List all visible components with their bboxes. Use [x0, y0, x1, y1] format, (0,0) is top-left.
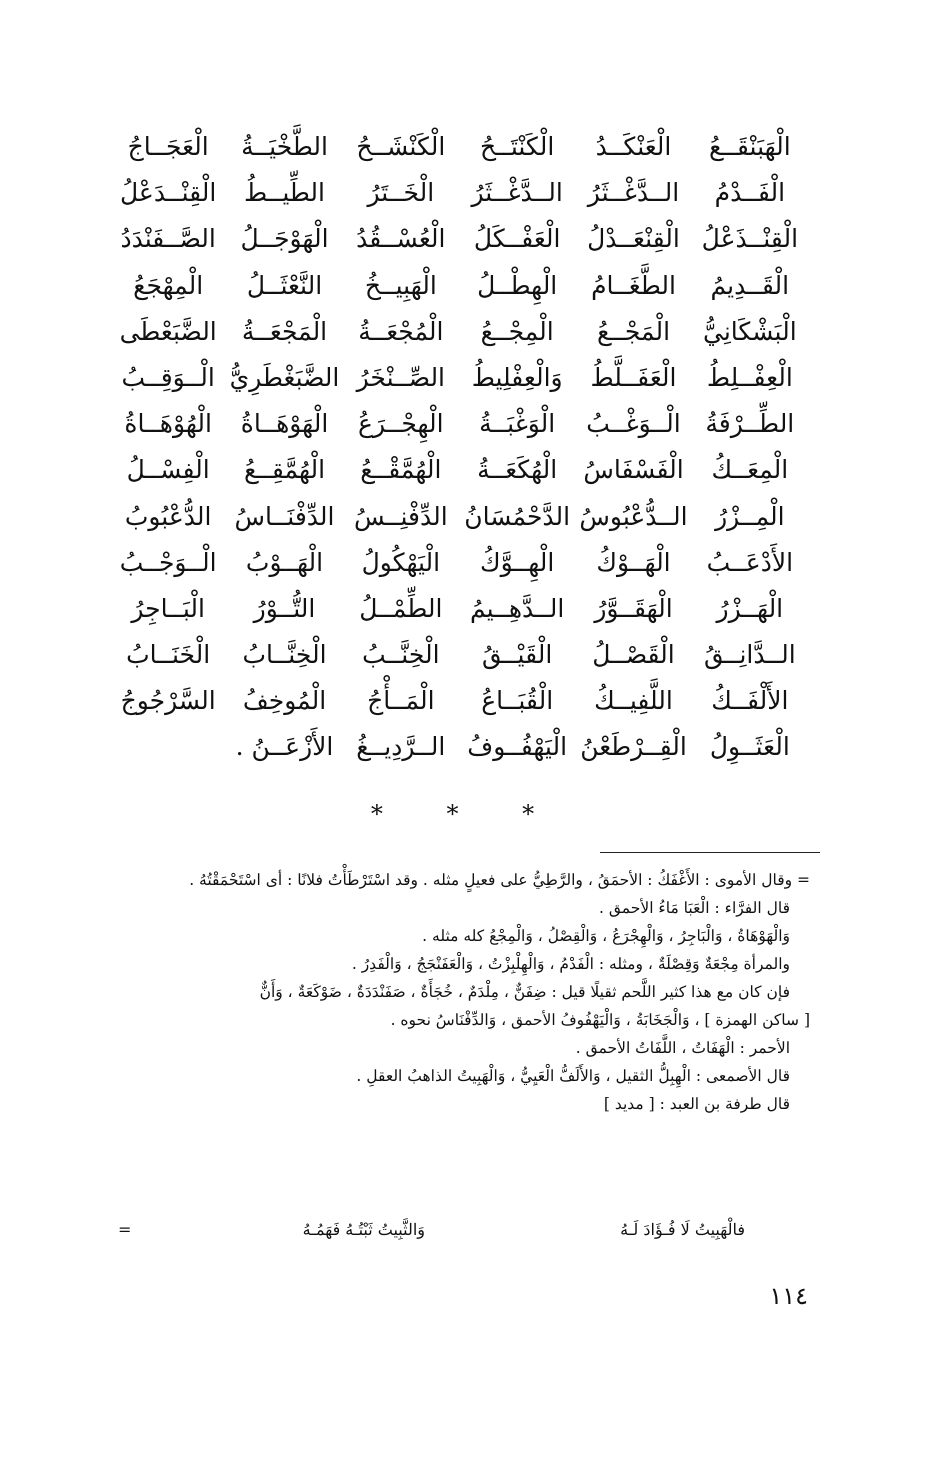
- grid-word: الــرَّدِيــغُ: [356, 732, 446, 762]
- grid-word: الْهِجْــرَعُ: [358, 409, 444, 439]
- grid-word: الضَّبَغْطَرِيُّ: [229, 362, 340, 392]
- grid-word: الْخِنَّــبُ: [362, 640, 440, 670]
- grid-word: الْهُوْهَــاةُ: [124, 409, 212, 439]
- grid-word: الْخِنَّــابُ: [242, 640, 327, 670]
- footnote-line: الأحمر : الْهَفَاتُ ، اللَّفَاتُ الأحمق .: [575, 1039, 790, 1057]
- grid-word: الــدَّغْــثَرُ: [587, 178, 680, 208]
- grid-word: الْمِــزْرُ: [715, 501, 785, 531]
- grid-word: الْهُمَّقْــعُ: [360, 455, 442, 485]
- grid-word: الْبَشْكَانِيُّ: [703, 316, 797, 346]
- grid-word: الــدَّهِــيمُ: [469, 593, 565, 623]
- grid-word: التُّــوْرُ: [253, 593, 316, 623]
- grid-word: الأَدْعَــبُ: [706, 547, 794, 577]
- grid-word: وَالْعِفْلِيطُ: [471, 362, 563, 392]
- grid-word: الْمُوخِفُ: [242, 686, 327, 716]
- grid-word: اللَّفِيــكُ: [594, 686, 673, 716]
- grid-word: الضَّبَعْطَى: [119, 316, 217, 346]
- grid-word: الْخَنَــابُ: [126, 640, 211, 670]
- grid-word: الْهَوْجَــلُ: [240, 224, 329, 254]
- grid-word: الْمَــأْجُ: [367, 686, 435, 716]
- grid-word: الْــوَقِــبُ: [121, 362, 215, 392]
- grid-word: الْمُجْعَــةُ: [358, 316, 444, 346]
- grid-word: [110, 724, 226, 770]
- grid-word: الْفَسْفَاسُ: [583, 455, 684, 485]
- grid-word: الْخَــتَرُ: [367, 178, 435, 208]
- grid-word: الْمِجْــعُ: [480, 316, 554, 346]
- grid-word: الْقِنْــدَعْلُ: [119, 178, 217, 208]
- grid-word: الْعُسْــقُدُ: [356, 224, 446, 254]
- grid-word: الــدُّعْبُوسُ: [579, 501, 688, 531]
- grid-word: الْهِطْــلُ: [477, 270, 558, 300]
- grid-word: الْهُمَّقِــعُ: [243, 455, 326, 485]
- footnote-line: = وقال الأموى : الأَغْفَكُ : الأحمَقُ ، والرَّطِيُّ على فعيلٍ مثله . وقد اسْتَرْطَأْتُ فلانًا : أى اسْتَحْمَقْتُهُ .: [189, 871, 810, 889]
- grid-word: الْقُبَــاعُ: [481, 686, 554, 716]
- grid-word: الْهَوْهَــاةُ: [240, 409, 329, 439]
- continuation-mark: =: [118, 1220, 132, 1239]
- grid-word: الصَّــفَنْدَدُ: [120, 224, 216, 254]
- grid-word: الْمَجْــعُ: [596, 316, 671, 346]
- grid-word: الْقَيْــقُ: [482, 640, 553, 670]
- footnotes: [110, 866, 810, 1118]
- grid-word: الْعَفَــلَّطُ: [590, 362, 677, 392]
- grid-word: الصِّــنْخَرُ: [356, 362, 446, 392]
- grid-word: الْوَغْبَــةُ: [479, 409, 556, 439]
- grid-word: الْهَــوْبُ: [245, 547, 324, 577]
- grid-word: الْعَجَــاجُ: [127, 132, 209, 161]
- grid-word: الْمِهْجَعُ: [133, 270, 204, 300]
- grid-word: الْقَصْــلُ: [592, 640, 675, 670]
- grid-word: الْمَجْعَــةُ: [241, 316, 328, 346]
- grid-word: الــدَّانِــقُ: [703, 640, 796, 670]
- grid-word: الطِّيــطُ: [244, 178, 325, 208]
- grid-word: الْهَبَنْقَــعُ: [708, 132, 791, 161]
- grid-word: السَّرْجُوجُ: [120, 686, 216, 716]
- grid-word: الْفِسْــلُ: [126, 455, 210, 485]
- grid-word: الْــوَغْــبُ: [586, 409, 681, 439]
- verse-second-hemistich: وَالثَّبِيتُ ثَبْتُـهُ فَهَمُـهُ: [302, 1220, 425, 1239]
- grid-word: الْــوَجْــبُ: [119, 547, 217, 577]
- grid-word: الْهَقَــوَّرُ: [594, 593, 673, 623]
- grid-word: الْهَــزْرُ: [716, 593, 784, 623]
- grid-word: الْهَبِيــخُ: [364, 270, 437, 300]
- grid-word: الطَّغَــامُ: [591, 270, 676, 300]
- grid-word: الْبَــاجِرُ: [131, 593, 205, 623]
- footnote-line: والمرأة مِجْعَةٌ وَقِصْلَةٌ ، ومثله : الْفَدْمُ ، وَالْهِلْبِزْتُ ، وَالْعَفَنْجَجُ ، وَالْفَدِرُ .: [351, 955, 790, 973]
- section-separator: * * *: [370, 800, 563, 828]
- grid-word: الْهُكَعَــةُ: [477, 455, 558, 485]
- grid-word: الْعَثَــوِلُ: [709, 732, 790, 762]
- grid-word: الدُّعْبُوبُ: [124, 501, 212, 531]
- grid-word: الْهَــوْكُ: [596, 547, 671, 577]
- grid-word: الْقِنْعَــدْلُ: [587, 224, 680, 254]
- grid-word: الْهِــوَّكُ: [480, 547, 555, 577]
- grid-word: الطِّمْــلُ: [359, 593, 443, 623]
- grid-word: الْقِــرْطَعْنُ: [580, 732, 687, 762]
- grid-word: الْقَــدِيمُ: [710, 270, 790, 300]
- footnote-rule: [600, 852, 820, 853]
- grid-word: الدِّفْنِــسُ: [353, 501, 448, 531]
- grid-word: الْعَنْكَــدُ: [595, 132, 672, 161]
- grid-word: الأَزْعَــنُ .: [235, 732, 334, 762]
- grid-word: الْعَفْــكَلُ: [473, 224, 561, 254]
- grid-word: الْكَنْتَــحُ: [480, 132, 555, 161]
- footnote-line: قال الفرَّاء : الْعَبَا مَاءُ الأحمق .: [599, 899, 790, 917]
- grid-word: الْيَهْفُــوفُ: [467, 732, 568, 762]
- grid-word: الطَّخْيَــةُ: [241, 132, 328, 161]
- footnote-line: قال طرفة بن العبد : [ مديد ]: [603, 1095, 790, 1113]
- grid-word: النَّعْثَــلُ: [246, 270, 323, 300]
- word-grid: [110, 124, 808, 771]
- grid-word: الْعِفْــلِطُ: [706, 362, 793, 392]
- grid-word: الدَّحْمُسَانُ: [464, 501, 571, 531]
- grid-word: الطِّــرْفَةُ: [705, 409, 795, 439]
- footnote-line: وَالْهَوْهَاةُ ، وَالْبَاجِرُ ، وَالْهِجْرَعُ ، وَالْقِصْلُ ، وَالْمِجْعُ كله مثله .: [422, 927, 790, 945]
- grid-word: الدِّفْنَــاسُ: [234, 501, 335, 531]
- grid-word: الْيَهْكُولُ: [361, 547, 441, 577]
- page-number: ١١٤: [769, 1282, 808, 1310]
- verse-first-hemistich: فالْهَبِيتُ لَا فُـؤَادَ لَـهُ: [620, 1220, 745, 1239]
- footnote-line: قال الأصمعى : الْهِبِلُّ الثقيل ، وَالأَلَفُّ الْعَيِيُّ ، وَالْهَبِيتُ الذاهبُ العقلِ .: [356, 1067, 790, 1085]
- grid-word: الْمِعَــكُ: [711, 455, 789, 485]
- grid-word: الْقِنْــذَعْلُ: [701, 224, 799, 254]
- grid-word: الــدَّغْــثَرُ: [471, 178, 563, 208]
- grid-word: الْكَنْشَــحُ: [356, 132, 446, 161]
- grid-word: الْفَــدْمُ: [714, 178, 786, 208]
- footnote-line: فإن كان مع هذا كثير اللَّحم ثقيلًا قيل : ضِفَنٌّ ، مِلْدَمٌ ، خُجَأَةٌ ، صَفَنْدَدَةٌ ، ضَوْكَعَةٌ ، وَأَنٌّ: [259, 983, 790, 1001]
- footnote-line: [ ساكن الهمزة ] ، وَالْجَخَابَةُ ، وَالْيَهْفُوفُ الأحمق ، وَالدِّفْنَاسُ نحوه .: [390, 1011, 810, 1029]
- grid-word: الأَلْفَــكُ: [711, 686, 789, 716]
